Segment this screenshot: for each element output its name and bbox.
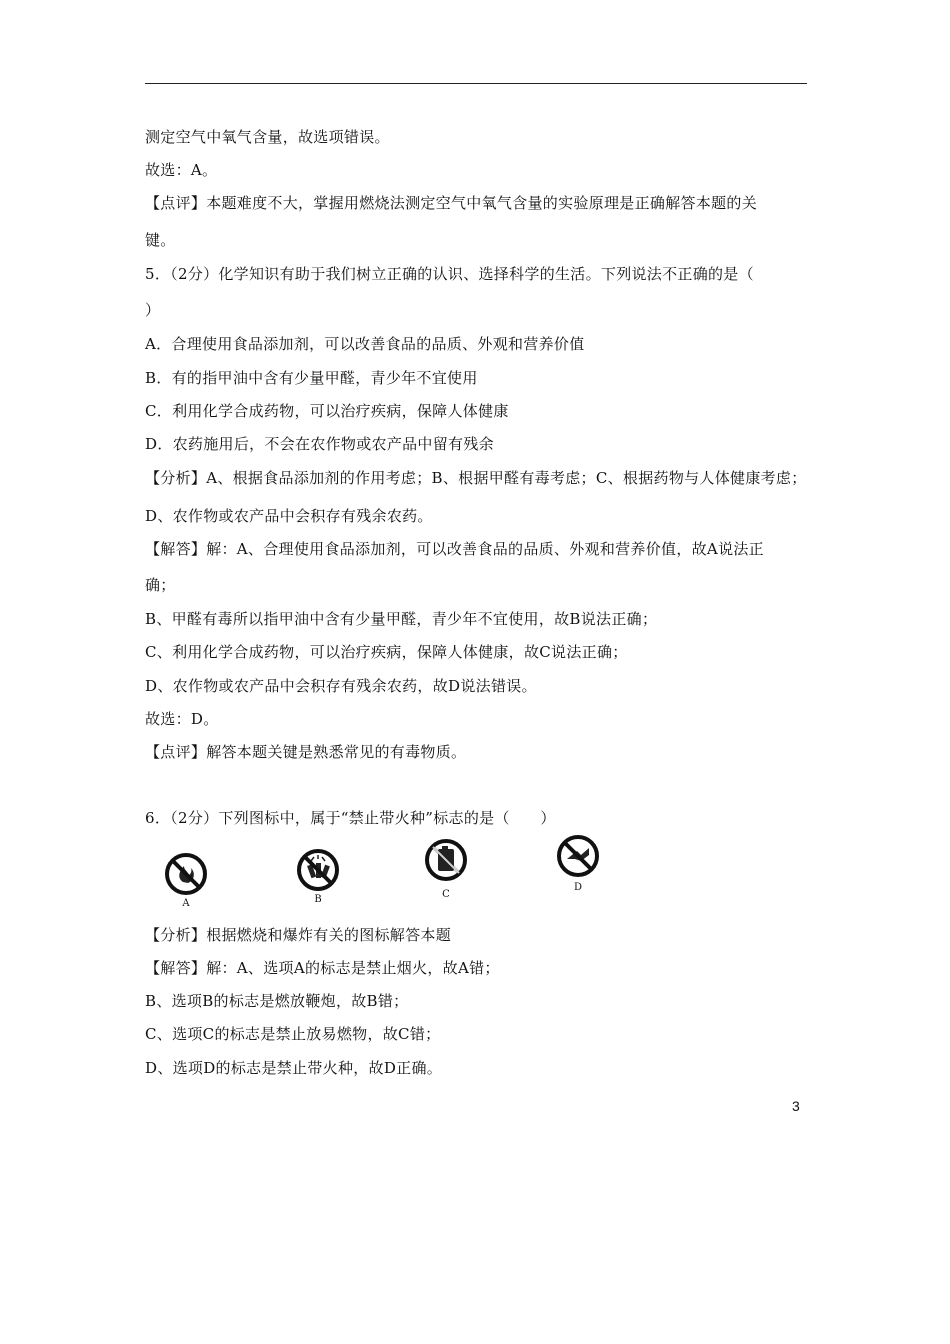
sign-options bbox=[145, 833, 645, 913]
sign-b-letter: B bbox=[314, 894, 322, 905]
page-number: 3 bbox=[792, 1098, 800, 1114]
text-line: D、农作物或农产品中会积存有残余农药，故D说法错误。 bbox=[145, 677, 537, 695]
analysis-line: 【分析】根据燃烧和爆炸有关的图标解答本题 bbox=[145, 926, 452, 944]
text-line: ） bbox=[145, 301, 161, 319]
text-line: C、选项C的标志是禁止放易燃物，故C错； bbox=[145, 1025, 441, 1043]
text-line: D、选项D的标志是禁止带火种，故D正确。 bbox=[145, 1059, 443, 1077]
comment-line: 【点评】解答本题关键是熟悉常见的有毒物质。 bbox=[145, 743, 467, 761]
sign-a bbox=[163, 851, 209, 909]
sign-c bbox=[423, 837, 469, 900]
text-line: B、甲醛有毒所以指甲油中含有少量甲醛，青少年不宜使用，故B说法正确； bbox=[145, 610, 658, 628]
text-line: 确； bbox=[145, 576, 176, 594]
answer-line: 【解答】解：A、合理使用食品添加剂，可以改善食品的品质、外观和营养价值，故A说法正 bbox=[145, 540, 764, 558]
option-a: A．合理使用食品添加剂，可以改善食品的品质、外观和营养价值 bbox=[145, 335, 585, 353]
option-b: B．有的指甲油中含有少量甲醛，青少年不宜使用 bbox=[145, 369, 478, 387]
analysis-line: 【分析】A、根据食品添加剂的作用考虑；B、根据甲醛有毒考虑；C、根据药物与人体健康考虑； bbox=[145, 469, 807, 487]
text-line: D、农作物或农产品中会积存有残余农药。 bbox=[145, 507, 433, 525]
no-matches-icon bbox=[555, 833, 601, 879]
text-line: 【点评】本题难度不大，掌握用燃烧法测定空气中氧气含量的实验原理是正确解答本题的关 bbox=[145, 194, 758, 212]
sign-b bbox=[295, 847, 341, 905]
text-line: C、利用化学合成药物，可以治疗疾病，保障人体健康，故C说法正确； bbox=[145, 643, 628, 661]
option-c: C．利用化学合成药物，可以治疗疾病，保障人体健康 bbox=[145, 402, 509, 420]
no-firecrackers-icon bbox=[295, 847, 341, 893]
text-line: 键。 bbox=[145, 231, 176, 249]
no-flammables-icon bbox=[423, 837, 469, 883]
text-line: 故选：A。 bbox=[145, 161, 218, 179]
text-line: B、选项B的标志是燃放鞭炮，故B错； bbox=[145, 992, 409, 1010]
sign-a-letter: A bbox=[182, 898, 190, 909]
question-5-stem: 5．（2分）化学知识有助于我们树立正确的认识、选择科学的生活。下列说法不正确的是（ bbox=[145, 265, 754, 283]
option-d: D．农药施用后，不会在农作物或农产品中留有残余 bbox=[145, 435, 494, 453]
answer-line: 【解答】解：A、选项A的标志是禁止烟火，故A错； bbox=[145, 959, 500, 977]
question-6-stem: 6．（2分）下列图标中，属于“禁止带火种”标志的是（ ） bbox=[145, 809, 556, 827]
text-line: 故选：D。 bbox=[145, 710, 219, 728]
sign-c-letter: C bbox=[442, 889, 450, 900]
header-rule bbox=[145, 83, 807, 84]
sign-d bbox=[555, 833, 601, 893]
no-fire-icon bbox=[163, 851, 209, 897]
text-line: 测定空气中氧气含量，故选项错误。 bbox=[145, 128, 390, 146]
sign-d-letter: D bbox=[573, 882, 583, 893]
